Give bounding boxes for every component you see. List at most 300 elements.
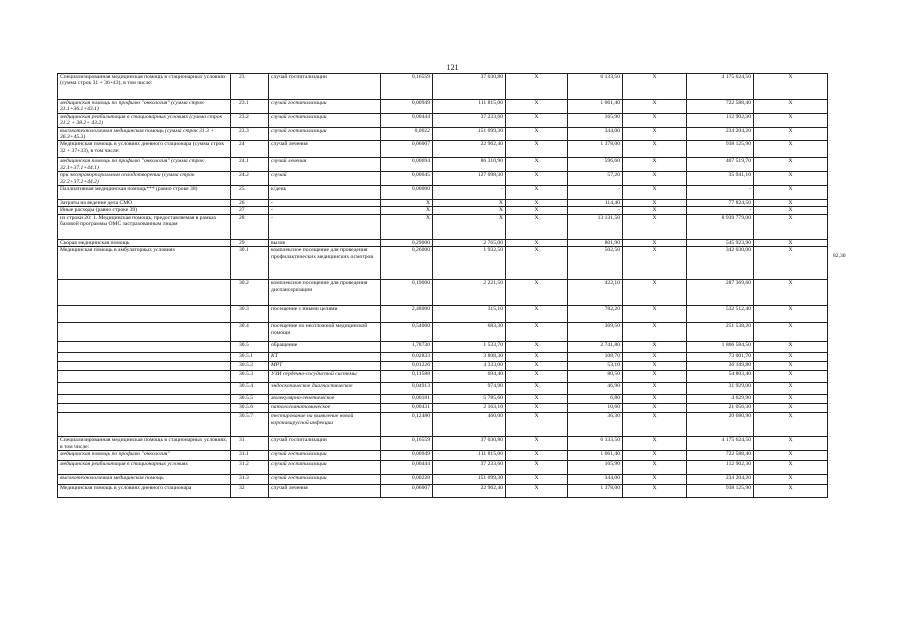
cell-unit: посещение с иными целями xyxy=(269,306,381,323)
cell-total: 342 030,00 xyxy=(687,247,754,280)
cell-row-code: 30.5.6 xyxy=(231,404,269,413)
cell-row-name xyxy=(58,404,231,413)
cell-total: 4 175 624,50 xyxy=(687,437,754,451)
cell-col-x2: X xyxy=(623,395,687,404)
cell-row-name: из строки 20: 1. Медицинская помощь, предоставляемая в рамках базовой программы ОМС застрахованным лицам xyxy=(58,214,231,239)
cell-col-x3: X xyxy=(754,362,828,371)
cell-cost: 694,40 xyxy=(433,371,506,383)
cell-unit: эндоскопическое диагностическое xyxy=(269,383,381,395)
cell-col-x3: X xyxy=(754,158,828,172)
cell-row-code: 23.1 xyxy=(231,100,269,114)
cell-cost: X xyxy=(433,200,506,207)
table-row xyxy=(58,113,828,127)
cell-norm: 0,11588 xyxy=(381,371,433,383)
cell-norm: 0,04913 xyxy=(381,383,433,395)
cell-per-capita: 165,90 xyxy=(568,461,623,475)
cell-col-x1: X xyxy=(506,141,568,158)
cell-norm: 0,00000 xyxy=(381,186,433,200)
cell-row-code: 27 xyxy=(231,207,269,214)
cell-row-name: Медицинская помощь в амбулаторных условиях xyxy=(58,247,231,280)
cell-per-capita: 801,90 xyxy=(568,239,623,246)
cell-total: 112 902,30 xyxy=(687,113,754,127)
cell-total: 8 939 779,00 xyxy=(687,214,754,239)
cell-per-capita: 596,60 xyxy=(568,158,623,172)
cell-per-capita: 10,60 xyxy=(568,404,623,413)
cell-row-name: медицинская помощь по профилю "онкология" (сумма строк 31.1+36.1+43.1) xyxy=(58,100,231,114)
cell-col-x2: X xyxy=(623,413,687,437)
cell-norm: 0,12480 xyxy=(381,413,433,437)
cell-norm: 0,16559 xyxy=(381,74,433,100)
table-row xyxy=(58,323,828,342)
cell-row-name: Скорая медицинская помощь xyxy=(58,239,231,246)
cell-col-x3: X xyxy=(754,186,828,200)
cell-col-x2: X xyxy=(623,475,687,485)
cell-row-code: 31.3 xyxy=(231,475,269,485)
cell-col-x1: X xyxy=(506,172,568,186)
cell-per-capita: 114,40 xyxy=(568,200,623,207)
cell-row-code: 32 xyxy=(231,485,269,498)
cell-col-x2: X xyxy=(623,451,687,461)
cell-col-x1: X xyxy=(506,207,568,214)
cell-per-capita: 6,80 xyxy=(568,395,623,404)
cell-total: 4 629,90 xyxy=(687,395,754,404)
table-row xyxy=(58,475,828,485)
cell-norm: 0,00949 xyxy=(381,100,433,114)
data-table xyxy=(57,73,828,498)
cell-per-capita: 13 131,50 xyxy=(568,214,623,239)
cell-per-capita: 53,10 xyxy=(568,362,623,371)
cell-row-name: Специализированная медицинская помощь в стационарных условиях (сумма строк 31 + 36+43), в том числе: xyxy=(58,74,231,100)
cell-col-x3: X xyxy=(754,451,828,461)
cell-cost: 1 932,50 xyxy=(433,247,506,280)
cell-per-capita: - xyxy=(568,186,623,200)
cell-per-capita: 6 133,50 xyxy=(568,74,623,100)
table-row xyxy=(58,127,828,141)
cell-col-x2: X xyxy=(623,383,687,395)
table-row xyxy=(58,207,828,214)
table-row xyxy=(58,247,828,280)
table-row xyxy=(58,74,828,100)
cell-col-x2: X xyxy=(623,200,687,207)
cell-norm: 0,16559 xyxy=(381,437,433,451)
cell-unit: случай госпитализации xyxy=(269,437,381,451)
cell-total: 77 824,50 xyxy=(687,200,754,207)
cell-col-x1: X xyxy=(506,413,568,437)
cell-row-code: 28 xyxy=(231,214,269,239)
cell-unit: - xyxy=(269,214,381,239)
cell-per-capita: 6 133,50 xyxy=(568,437,623,451)
cell-col-x1: X xyxy=(506,239,568,246)
cell-unit: случай госпитализации xyxy=(269,100,381,114)
cell-col-x3: X xyxy=(754,207,828,214)
cell-unit: случай xyxy=(269,172,381,186)
cell-row-name xyxy=(58,306,231,323)
cell-col-x3: X xyxy=(754,74,828,100)
cell-row-code: 30.5.7 xyxy=(231,413,269,437)
cell-col-x3: X xyxy=(754,383,828,395)
cell-col-x1: X xyxy=(506,362,568,371)
cell-per-capita: 1 378,00 xyxy=(568,141,623,158)
cell-col-x2: X xyxy=(623,100,687,114)
cell-col-x1: X xyxy=(506,437,568,451)
table-row xyxy=(58,306,828,323)
cell-col-x3: X xyxy=(754,141,828,158)
cell-cost: 37 030,80 xyxy=(433,437,506,451)
cell-per-capita: 369,50 xyxy=(568,323,623,342)
cell-norm: 0,00949 xyxy=(381,451,433,461)
cell-cost: 111 815,00 xyxy=(433,100,506,114)
cell-total: 938 125,90 xyxy=(687,485,754,498)
cell-norm: 0,00045 xyxy=(381,172,433,186)
table-row xyxy=(58,461,828,475)
cell-col-x3: X xyxy=(754,280,828,306)
table-row xyxy=(58,383,828,395)
table-row xyxy=(58,371,828,383)
cell-col-x1: X xyxy=(506,214,568,239)
cell-row-name xyxy=(58,383,231,395)
table-row xyxy=(58,362,828,371)
cell-row-code: 30.4 xyxy=(231,323,269,342)
cell-unit: случай лечения xyxy=(269,141,381,158)
cell-total: 112 902,30 xyxy=(687,461,754,475)
cell-norm: 0,06007 xyxy=(381,141,433,158)
cell-unit: тестирование на выявление новой коронавирусной инфекции xyxy=(269,413,381,437)
cell-cost: 151 099,30 xyxy=(433,127,506,141)
cell-col-x1: X xyxy=(506,247,568,280)
cell-row-code: 30.2 xyxy=(231,280,269,306)
cell-col-x1: X xyxy=(506,323,568,342)
cell-total: 545 923,90 xyxy=(687,239,754,246)
cell-col-x3: X xyxy=(754,214,828,239)
table-row xyxy=(58,239,828,246)
cell-row-name xyxy=(58,280,231,306)
cell-col-x2: X xyxy=(623,306,687,323)
cell-row-code: 30.3 xyxy=(231,306,269,323)
cell-cost: 3 808,30 xyxy=(433,353,506,362)
cell-cost: 127 098,30 xyxy=(433,172,506,186)
cell-unit: случай госпитализации xyxy=(269,461,381,475)
cell-cost: 460,00 xyxy=(433,413,506,437)
table-row xyxy=(58,413,828,437)
cell-col-x2: X xyxy=(623,247,687,280)
cell-per-capita: 1 061,40 xyxy=(568,451,623,461)
cell-per-capita: 344,00 xyxy=(568,127,623,141)
cell-cost: X xyxy=(433,207,506,214)
cell-unit: случай лечения xyxy=(269,158,381,172)
cell-cost: 2 765,00 xyxy=(433,239,506,246)
cell-row-name xyxy=(58,413,231,437)
cell-row-code: 30.5.2 xyxy=(231,362,269,371)
cell-col-x3: X xyxy=(754,371,828,383)
cell-unit: вызов xyxy=(269,239,381,246)
cell-row-code: 31.1 xyxy=(231,451,269,461)
table-row xyxy=(58,186,828,200)
table-row xyxy=(58,280,828,306)
cell-unit: комплексное посещение для проведения диспансеризации xyxy=(269,280,381,306)
cell-row-name xyxy=(58,395,231,404)
cell-cost: 1 533,70 xyxy=(433,342,506,353)
cell-col-x2: X xyxy=(623,172,687,186)
cell-row-name: Паллиативная медицинская помощь*** (равно строке 38) xyxy=(58,186,231,200)
cell-row-code: 30.5.4 xyxy=(231,383,269,395)
cell-unit: случай госпитализации xyxy=(269,74,381,100)
cell-col-x1: X xyxy=(506,74,568,100)
cell-col-x3: X xyxy=(754,461,828,475)
cell-col-x3: X xyxy=(754,413,828,437)
cell-row-code: 30.1 xyxy=(231,247,269,280)
cell-unit: случай госпитализации xyxy=(269,451,381,461)
cell-col-x2: X xyxy=(623,323,687,342)
cell-total: 20 680,90 xyxy=(687,413,754,437)
cell-per-capita: 36,30 xyxy=(568,413,623,437)
cell-unit: случай госпитализации xyxy=(269,127,381,141)
table-row xyxy=(58,353,828,362)
cell-total: 251 538,20 xyxy=(687,323,754,342)
table-row xyxy=(58,214,828,239)
cell-cost: 37 233,60 xyxy=(433,461,506,475)
table-row xyxy=(58,395,828,404)
cell-total: 532 512,40 xyxy=(687,306,754,323)
cell-row-name: медицинская реабилитация в стационарных условиях xyxy=(58,461,231,475)
cell-row-name: при экстракорпоральном оплодотворении (сумма строк 32.2+37.2+44.2) xyxy=(58,172,231,186)
cell-row-name xyxy=(58,342,231,353)
cell-unit: патологоанатомическое xyxy=(269,404,381,413)
cell-col-x2: X xyxy=(623,362,687,371)
cell-total: 21 056,30 xyxy=(687,404,754,413)
cell-unit: к/день xyxy=(269,186,381,200)
cell-cost: 111 815,00 xyxy=(433,451,506,461)
cell-unit: молекулярно-генетическое xyxy=(269,395,381,404)
cell-norm: 0,00694 xyxy=(381,158,433,172)
cell-col-x3: X xyxy=(754,247,828,280)
cell-row-name: медицинская помощь по профилю "онкология" xyxy=(58,451,231,461)
cell-norm: 0,19000 xyxy=(381,280,433,306)
cell-row-code: 26 xyxy=(231,200,269,207)
cell-col-x2: X xyxy=(623,280,687,306)
cell-col-x1: X xyxy=(506,100,568,114)
cell-total: 722 588,40 xyxy=(687,100,754,114)
cell-col-x3: X xyxy=(754,172,828,186)
cell-col-x2: X xyxy=(623,239,687,246)
cell-total: 407 519,70 xyxy=(687,158,754,172)
cell-row-name xyxy=(58,362,231,371)
table-row xyxy=(58,404,828,413)
cell-total: 4 175 624,50 xyxy=(687,74,754,100)
cell-total: 54 803,40 xyxy=(687,371,754,383)
cell-total: 31 929,00 xyxy=(687,383,754,395)
cell-per-capita: 57,20 xyxy=(568,172,623,186)
cell-cost: 315,10 xyxy=(433,306,506,323)
cell-row-name xyxy=(58,371,231,383)
cell-col-x1: X xyxy=(506,485,568,498)
cell-col-x1: X xyxy=(506,475,568,485)
cell-col-x2: X xyxy=(623,353,687,362)
cell-unit: - xyxy=(269,200,381,207)
cell-col-x2: X xyxy=(623,404,687,413)
cell-total: 1 866 584,50 xyxy=(687,342,754,353)
cell-per-capita: 422,10 xyxy=(568,280,623,306)
cell-unit: посещение по неотложной медицинской помощи xyxy=(269,323,381,342)
cell-col-x2: X xyxy=(623,127,687,141)
cell-row-name: Медицинская помощь в условиях дневного стационара xyxy=(58,485,231,498)
cell-row-code: 29 xyxy=(231,239,269,246)
cell-per-capita: 108,70 xyxy=(568,353,623,362)
cell-per-capita: 1 378,00 xyxy=(568,485,623,498)
cell-row-code: 30.5.1 xyxy=(231,353,269,362)
cell-cost: 5 785,60 xyxy=(433,395,506,404)
cell-col-x3: X xyxy=(754,113,828,127)
cell-norm: 0,00181 xyxy=(381,395,433,404)
cell-unit: случай госпитализации xyxy=(269,113,381,127)
cell-col-x1: X xyxy=(506,280,568,306)
cell-row-code: 30.5 xyxy=(231,342,269,353)
cell-row-name: Специализированная медицинская помощь в стационарных условиях, в том числе: xyxy=(58,437,231,451)
cell-col-x3: X xyxy=(754,353,828,362)
cell-total: 287 369,60 xyxy=(687,280,754,306)
cell-total: 938 125,90 xyxy=(687,141,754,158)
cell-cost: 22 962,40 xyxy=(433,485,506,498)
cell-unit: комплексное посещение для проведения профилактических медицинских осмотров xyxy=(269,247,381,280)
cell-col-x1: X xyxy=(506,200,568,207)
cell-col-x1: X xyxy=(506,127,568,141)
cell-col-x1: X xyxy=(506,395,568,404)
cell-cost: 37 233,60 xyxy=(433,113,506,127)
cell-per-capita: 46,90 xyxy=(568,383,623,395)
cell-unit: случай лечения xyxy=(269,485,381,498)
table-row xyxy=(58,437,828,451)
cell-col-x1: X xyxy=(506,404,568,413)
cell-col-x1: X xyxy=(506,353,568,362)
cell-col-x2: X xyxy=(623,485,687,498)
cell-row-code: 25 xyxy=(231,186,269,200)
cell-row-name: медицинская реабилитация в стационарных условиях (сумма строк 31.2 + 38.2+ 43.2) xyxy=(58,113,231,127)
cell-row-name: Медицинская помощь в условиях дневного стационара (сумма строк 32 + 37+33), в том числе: xyxy=(58,141,231,158)
table-row xyxy=(58,100,828,114)
cell-col-x2: X xyxy=(623,186,687,200)
cell-row-code: 24 xyxy=(231,141,269,158)
table-row xyxy=(58,158,828,172)
cell-col-x2: X xyxy=(623,461,687,475)
cell-norm: 0,00444 xyxy=(381,113,433,127)
cell-unit: обращение xyxy=(269,342,381,353)
cell-col-x3: X xyxy=(754,323,828,342)
cell-col-x1: X xyxy=(506,186,568,200)
cell-per-capita: 165,90 xyxy=(568,113,623,127)
cell-row-name: высокотехнологичная медицинская помощь (сумма строк 31.3 + 36.3+45.3) xyxy=(58,127,231,141)
cell-cost: 2 163,10 xyxy=(433,404,506,413)
cell-col-x3: X xyxy=(754,342,828,353)
cell-row-name: медицинская помощь по профилю "онкология" (сумма строк 32.1+37.1+44.1) xyxy=(58,158,231,172)
cell-col-x3: X xyxy=(754,100,828,114)
cell-total: 35 941,10 xyxy=(687,172,754,186)
cell-col-x3: X xyxy=(754,475,828,485)
cell-col-x3: X xyxy=(754,306,828,323)
cell-col-x3: X xyxy=(754,200,828,207)
cell-norm: 2,48000 xyxy=(381,306,433,323)
table-row xyxy=(58,451,828,461)
table-row xyxy=(58,172,828,186)
cell-col-x1: X xyxy=(506,342,568,353)
cell-col-x1: X xyxy=(506,451,568,461)
cell-total: - xyxy=(687,186,754,200)
cell-row-name xyxy=(58,323,231,342)
cell-row-code: 31 xyxy=(231,437,269,451)
cell-col-x3: X xyxy=(754,127,828,141)
cell-total: 73 001,70 xyxy=(687,353,754,362)
cell-norm: 0,06007 xyxy=(381,485,433,498)
cell-norm: 0,26000 xyxy=(381,247,433,280)
cell-unit: - xyxy=(269,207,381,214)
table-row xyxy=(58,342,828,353)
cell-col-x3: X xyxy=(754,404,828,413)
cell-per-capita: 80,50 xyxy=(568,371,623,383)
cell-row-code: 30.5.3 xyxy=(231,371,269,383)
cell-norm: 0,0022 xyxy=(381,127,433,141)
cell-norm: 0,00444 xyxy=(381,461,433,475)
cell-per-capita: 344,00 xyxy=(568,475,623,485)
table-row xyxy=(58,485,828,498)
cell-col-x2: X xyxy=(623,74,687,100)
cell-total: 234 204,20 xyxy=(687,475,754,485)
cell-unit: случай госпитализации xyxy=(269,475,381,485)
cell-col-x1: X xyxy=(506,306,568,323)
cell-per-capita: - xyxy=(568,207,623,214)
cell-total: 36 149,80 xyxy=(687,362,754,371)
cell-norm: X xyxy=(381,214,433,239)
cell-norm: 0,54000 xyxy=(381,323,433,342)
cell-col-x3: X xyxy=(754,239,828,246)
cell-norm: 0,00228 xyxy=(381,475,433,485)
cell-row-code: 23 xyxy=(231,74,269,100)
cell-norm: 0,29000 xyxy=(381,239,433,246)
cell-row-code: 24.1 xyxy=(231,158,269,172)
cell-cost: 683,30 xyxy=(433,323,506,342)
cell-col-x1: X xyxy=(506,371,568,383)
cell-col-x1: X xyxy=(506,158,568,172)
cell-col-x2: X xyxy=(623,113,687,127)
cell-row-code: 23.2 xyxy=(231,113,269,127)
cell-unit: КТ xyxy=(269,353,381,362)
cell-norm: 1,78730 xyxy=(381,342,433,353)
cell-total: 234 204,20 xyxy=(687,127,754,141)
cell-col-x2: X xyxy=(623,342,687,353)
cell-row-code: 31.2 xyxy=(231,461,269,475)
cell-per-capita: 2 741,80 xyxy=(568,342,623,353)
cell-row-name: высокотехнологичная медицинская помощь xyxy=(58,475,231,485)
cell-col-x2: X xyxy=(623,371,687,383)
cell-unit: МРТ xyxy=(269,362,381,371)
cell-cost: 4 333,00 xyxy=(433,362,506,371)
margin-value: 82,30 xyxy=(833,253,846,259)
cell-col-x2: X xyxy=(623,158,687,172)
table-row xyxy=(58,200,828,207)
cell-cost: 86 310,90 xyxy=(433,158,506,172)
cell-row-code: 24.2 xyxy=(231,172,269,186)
cell-norm: 0,00431 xyxy=(381,404,433,413)
cell-total: - xyxy=(687,207,754,214)
cell-total: 722 588,40 xyxy=(687,451,754,461)
cell-row-code: 23.3 xyxy=(231,127,269,141)
cell-norm: X xyxy=(381,200,433,207)
cell-col-x2: X xyxy=(623,207,687,214)
cell-row-name: Затраты на ведение дела СМО xyxy=(58,200,231,207)
cell-norm: X xyxy=(381,207,433,214)
cell-unit: УЗИ сердечно-сосудистой системы xyxy=(269,371,381,383)
cell-row-code: 30.5.5 xyxy=(231,395,269,404)
cell-norm: 0,01226 xyxy=(381,362,433,371)
cell-col-x2: X xyxy=(623,214,687,239)
cell-col-x3: X xyxy=(754,437,828,451)
